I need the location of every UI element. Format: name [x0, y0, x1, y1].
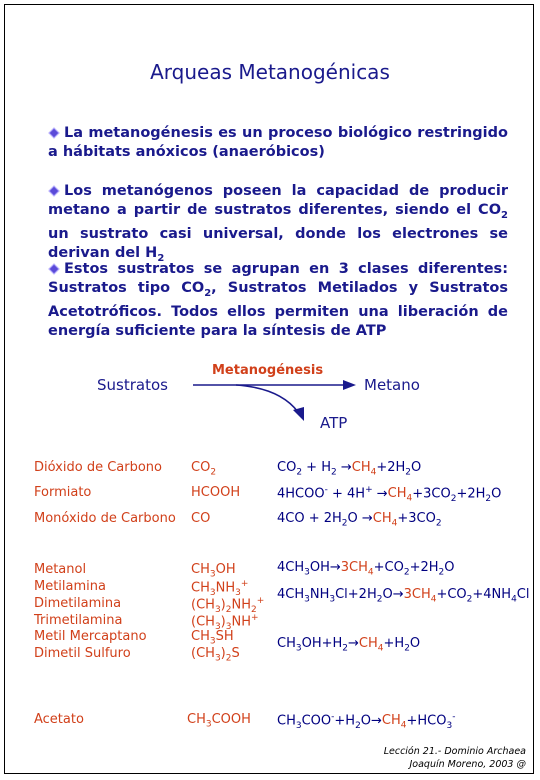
substrate-formula: $CH_3NH_3^+$	[191, 579, 249, 598]
substrate-formula: $(CH_3)_2S$	[191, 646, 240, 664]
bullet-2: Los metanógenos poseen la capacidad de producir metano a partir de sustratos diferentes, siendo el $CO_2$ un sustrato casi universal, donde los electrones se derivan del $H_2$	[48, 183, 508, 264]
substrate-name: Dimetilamina	[34, 596, 122, 611]
substrate-formula: $CO_2$	[191, 460, 217, 478]
substrate-name: Dimetil Sulfuro	[34, 646, 131, 661]
substrate-name: Monóxido de Carbono	[34, 511, 176, 526]
atp-arrow-line	[236, 385, 298, 412]
reaction-equation: $4CH_3NH_3Cl+2H_2O\to 3CH_4+CO_2+4NH_4Cl$	[277, 587, 530, 605]
substrate-formula: $CH_3SH$	[191, 629, 234, 647]
footer-author: Joaquín Moreno, 2003 @	[409, 759, 526, 770]
process-label: Metanogénesis	[212, 363, 324, 378]
reaction-equation: $4CH_3OH\to 3CH_4+CO_2+2H_2O$	[277, 560, 455, 578]
substrate-formula: $CH_3OH$	[191, 562, 236, 580]
atp-arrow-head	[293, 407, 304, 421]
page-title: Arqueas Metanogénicas	[150, 60, 390, 84]
substrate-name: Metilamina	[34, 579, 106, 594]
atp-label: ATP	[320, 414, 348, 432]
substrate-formula: CO	[191, 511, 211, 526]
reaction-equation: $4CO + 2H_2O \to CH_4+3CO_2$	[277, 511, 442, 529]
substrate-formula: HCOOH	[191, 485, 241, 500]
substrate-name: Metil Mercaptano	[34, 629, 147, 644]
substrates-label: Sustratos	[97, 376, 168, 394]
substrate-name: Dióxido de Carbono	[34, 460, 162, 475]
substrate-name: Metanol	[34, 562, 87, 577]
reaction-equation: $CH_3OH+H_2\to CH_4+H_2O$	[277, 636, 421, 654]
substrate-formula: $CH_3COOH$	[187, 712, 251, 730]
reaction-equation: $CO_2 + H_2 \to CH_4+2H_2O$	[277, 460, 422, 478]
substrate-formula: $(CH_3)_2NH_2^+$	[191, 596, 265, 615]
substrate-name: Formiato	[34, 485, 92, 500]
bullet-3: Estos sustratos se agrupan en 3 clases diferentes: Sustratos tipo $CO_2$, Sustratos Metilados y Sustratos Acetotróficos. Todos ellos permiten una liberación de energía suficiente para la síntesis de ATP	[48, 261, 508, 339]
substrate-name: Trimetilamina	[34, 613, 123, 628]
reaction-equation: $CH_3COO^-+H_2O\to CH_4+HCO_3^-$	[277, 712, 456, 731]
bullet-1: La metanogénesis es un proceso biológico restringido a hábitats anóxicos (anaeróbicos)	[48, 125, 508, 160]
methane-label: Metano	[364, 376, 420, 394]
substrate-formula: $(CH_3)_3NH^+$	[191, 613, 259, 632]
substrate-name: Acetato	[34, 712, 84, 727]
main-arrow-head	[343, 380, 356, 390]
reaction-equation: 4HCOO- + $4H^+ \to CH_4+3CO_2+2H_2O$	[277, 485, 502, 504]
footer-lesson: Lección 21.- Dominio Archaea	[383, 746, 526, 757]
